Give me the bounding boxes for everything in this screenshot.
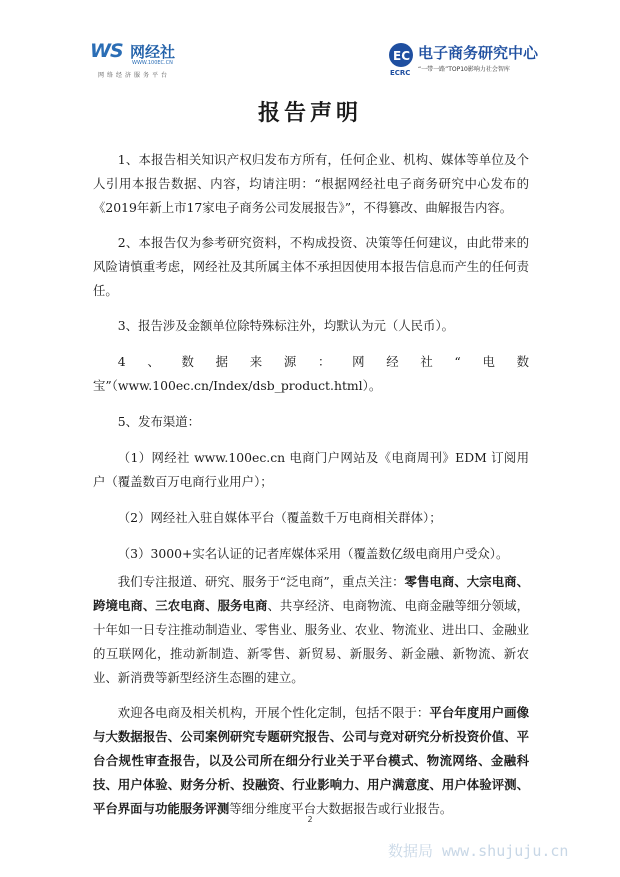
statement-3: 3、报告涉及金额单位除特殊标注外，均默认为元（人民币）。: [117, 318, 455, 333]
channel-2: （2）网经社入驻自媒体平台（覆盖数千万电商相关群体）；: [117, 510, 442, 525]
welcome-intro: 欢迎各电商及相关机构，开展个性化定制，包括不限于：: [117, 705, 430, 720]
ecrc-mark: ECRC: [390, 69, 411, 77]
statement-1: 1、本报告相关知识产权归发布方所有，任何企业、机构、媒体等单位及个人引用本报告数据、内容，均请注明：“根据网经社电子商务研究中心发布的《2019年新上市17家电子商务公司发展报告》”，不得篡改、曲解报告内容。: [93, 152, 529, 215]
ecrc-name: 电子商务研究中心: [418, 44, 539, 62]
watermark: 数据局 www.shujuju.cn: [388, 842, 569, 860]
channel-1: （1）网经社 www.100ec.cn 电商门户网站及《电商周刊》EDM 订阅用户（覆盖数百万电商行业用户）；: [93, 450, 529, 489]
logo-url: WWW.100EC.CN: [132, 60, 173, 66]
logo-tagline: 网络经济服务平台: [98, 72, 171, 79]
ws-logo-mark: WS: [90, 40, 123, 62]
ecrc-emblem-icon: [388, 42, 416, 68]
page-title: 报告声明: [257, 101, 362, 126]
statement-2: 2、本报告仅为参考研究资料，不构成投资、决策等任何建议，由此带来的风险请慎重考虑，网经社及其所属主体不承担因使用本报告信息而产生的任何责任。: [93, 235, 529, 298]
statement-5: 5、发布渠道：: [117, 414, 201, 429]
svg-text:EC: EC: [393, 49, 411, 63]
ecrc-subtitle: “一带一路”TOP10影响力社会智库: [418, 66, 510, 73]
welcome-paragraph: [93, 701, 529, 821]
welcome-rest: 等细分维度平台大数据报告或行业报告。: [229, 801, 453, 816]
logo-name: 网经社: [130, 43, 176, 61]
channel-3: （3）3000+实名认证的记者库媒体采用（覆盖数亿级电商用户受众）。: [117, 546, 509, 561]
page-number: 2: [307, 815, 313, 824]
welcome-bold: 平台年度用户画像与大数据报告、公司案例研究专题研究报告、公司与竞对研究分析投资价值、平台合规性审查报告，以及公司所在细分行业关于平台模式、物流网络、金融科技、用户体验、财务分析、投融资、行业影响力、用户满意度、用户体验评测、平台界面与功能服务评测: [93, 705, 530, 816]
focus-rest: 、共享经济、电商物流、电商金融等细分领域，十年如一日专注推动制造业、零售业、服务业、农业、物流业、进出口、金融业的互联网化，推动新制造、新零售、新贸易、新服务、新金融、新物流、新农业、新消费等新型经济生态圈的建立。: [93, 598, 530, 685]
focus-paragraph: [93, 570, 529, 690]
statement-body: [93, 148, 529, 832]
wangjingshe-logo: [90, 40, 200, 84]
focus-bold: 零售电商、大宗电商、跨境电商、三农电商、服务电商: [93, 574, 530, 613]
focus-intro: 我们专注报道、研究、服务于“泛电商”，重点关注：: [117, 574, 405, 589]
statement-4: 4、数据来源：网经社“电数宝”（www.100ec.cn/Index/dsb_product.html）。: [93, 354, 529, 393]
ecrc-logo: [388, 42, 548, 82]
